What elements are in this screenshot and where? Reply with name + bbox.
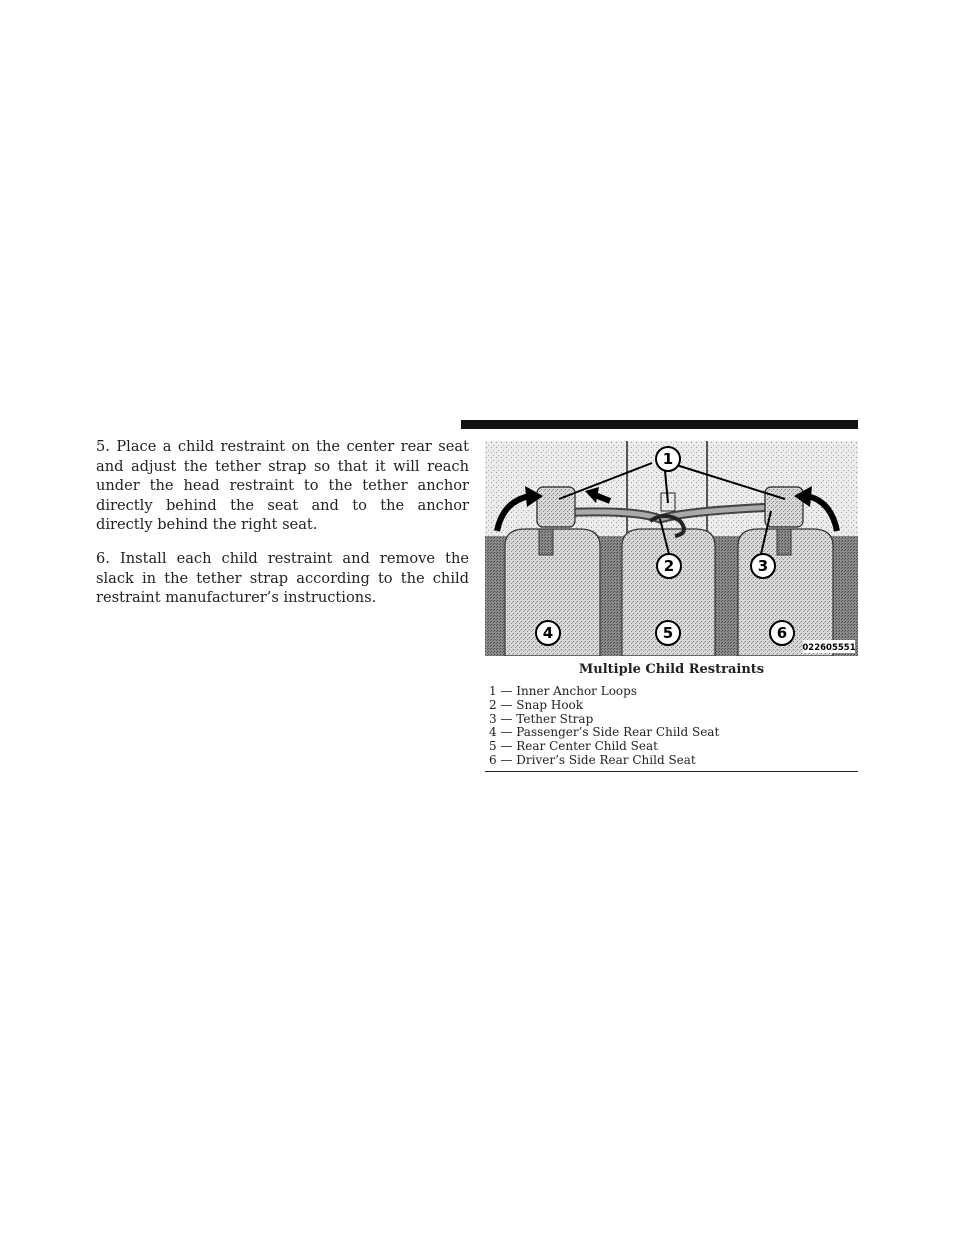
- instruction-step-5: 5. Place a child restraint on the center rear seat and adjust the tether strap so that it will reach under the head restraint to the tether anchor directly behind the seat and to the anchor directly behind the right seat.: [96, 438, 469, 534]
- svg-text:3: 3: [757, 557, 769, 575]
- svg-text:1: 1: [662, 450, 674, 468]
- legend-item-4: 4 — Passenger’s Side Rear Child Seat: [489, 725, 720, 740]
- svg-text:4: 4: [542, 624, 554, 642]
- image-code: 022605551: [802, 643, 856, 653]
- section-header-bar: [461, 420, 858, 429]
- callout-1-badge: [656, 447, 680, 471]
- child-restraints-illustration: [485, 441, 858, 656]
- instructions-text: [96, 437, 469, 622]
- callout-5-badge: [656, 621, 680, 645]
- legend-item-6: 6 — Driver’s Side Rear Child Seat: [489, 752, 696, 767]
- left-anchor: [537, 487, 575, 527]
- legend-item-3: 3 — Tether Strap: [489, 711, 594, 726]
- legend-item-5: 5 — Rear Center Child Seat: [489, 739, 658, 754]
- svg-text:6: 6: [776, 624, 788, 642]
- callout-2-badge: [657, 554, 681, 578]
- right-anchor: [765, 487, 803, 527]
- callout-4-badge: [536, 621, 560, 645]
- figure-legend: [489, 685, 858, 768]
- callout-3-badge: [751, 554, 775, 578]
- instruction-step-6: 6. Install each child restraint and remove the slack in the tether strap according to the child restraint manufacturer’s instructions.: [96, 549, 469, 607]
- svg-text:5: 5: [662, 624, 674, 642]
- callout-6-badge: [770, 621, 794, 645]
- figure-caption: Multiple Child Restraints: [578, 662, 765, 677]
- legend-item-1: 1 — Inner Anchor Loops: [489, 684, 637, 698]
- legend-bottom-rule: [485, 771, 858, 772]
- legend-item-2: 2 — Snap Hook: [489, 697, 584, 712]
- svg-text:2: 2: [663, 557, 675, 575]
